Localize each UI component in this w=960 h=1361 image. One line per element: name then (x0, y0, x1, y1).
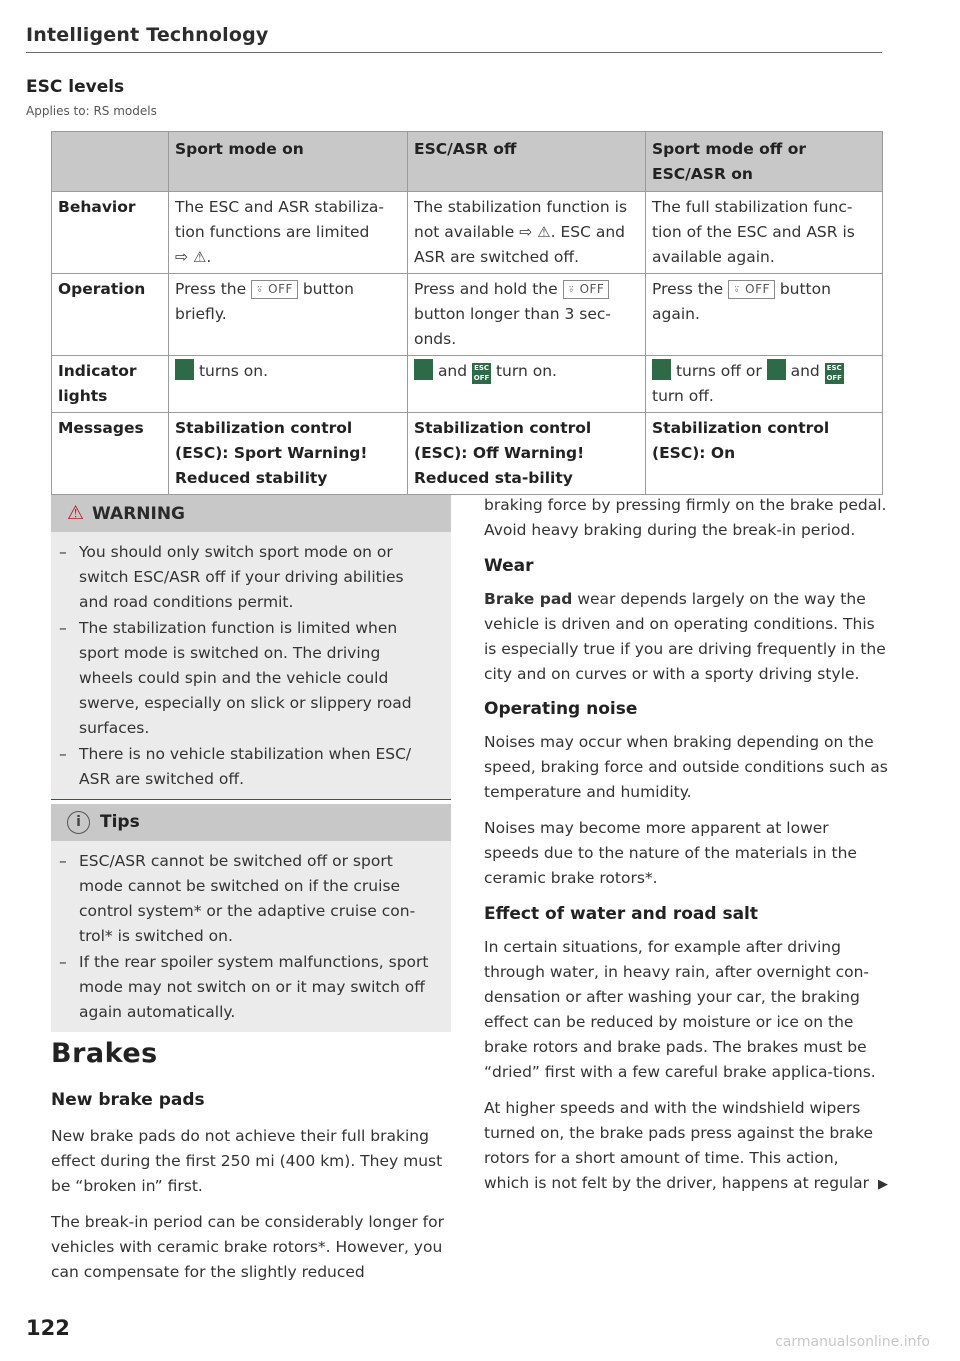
new-brake-pads-heading: New brake pads (51, 1090, 205, 1110)
esc-levels-heading: ESC levels (26, 77, 125, 97)
operation-sport-on: Press the ⍤ OFF button briefly. (169, 274, 408, 356)
warning-box (51, 495, 451, 800)
esc-warning-lamp-icon (652, 359, 671, 380)
table-header-empty (52, 132, 169, 192)
esc-off-button-icon: ⍤ OFF (563, 280, 610, 299)
table-row (52, 192, 883, 274)
tips-title: Tips (100, 812, 140, 832)
new-brake-pads-section (51, 1090, 451, 1285)
esc-warning-lamp-icon (175, 359, 194, 380)
message-sport-off: Stabilization control (ESC): On (646, 413, 883, 495)
esc-off-lamp-icon: ESC OFF (473, 364, 490, 382)
page-number: 122 (26, 1316, 70, 1340)
warning-triangle-icon: ⚠ (67, 502, 85, 524)
behavior-sport-on: The ESC and ASR stabiliza-tion functions are limited ⇨ ⚠. (169, 192, 408, 274)
water-salt-heading: Effect of water and road salt (484, 904, 758, 924)
indicators-sport-off: turns off or and ESC OFF turn off. (646, 356, 883, 413)
table-row (52, 356, 883, 413)
indicators-sport-on: turns on. (169, 356, 408, 413)
continue-arrow-icon: ▶ (877, 1177, 888, 1192)
column-header-esc-off: ESC/ASR off (408, 132, 646, 192)
list-item: – The stabilization function is limited when sport mode is switched on. The driving wheels could spin and the vehicle could swerve, especially on slick or slippery road surfaces. (59, 616, 437, 741)
row-label-indicators: Indicator lights (52, 356, 169, 413)
applies-to-note: Applies to: RS models (26, 104, 157, 118)
esc-off-button-icon: ⍤ OFF (728, 280, 775, 299)
column-header-sport-on: Sport mode on (169, 132, 408, 192)
wear-heading: Wear (484, 556, 534, 576)
watermark: carmanualsonline.info (775, 1334, 930, 1350)
behavior-esc-off: The stabilization function is not available ⇨ ⚠. ESC and ASR are switched off. (408, 192, 646, 274)
header-divider (26, 52, 882, 53)
row-label-operation: Operation (52, 274, 169, 356)
row-label-behavior: Behavior (52, 192, 169, 274)
tips-list (51, 841, 451, 1025)
esc-off-lamp-icon: ESC OFF (826, 364, 842, 382)
behavior-sport-off: The full stabilization func-tion of the ESC and ASR is available again. (646, 192, 883, 274)
operation-esc-off: Press and hold the ⍤ OFF button longer than 3 sec-onds. (408, 274, 646, 356)
message-esc-off: Stabilization control (ESC): Off Warning! Reduced sta-bility (408, 413, 646, 495)
esc-warning-lamp-icon (414, 359, 433, 380)
list-item: – There is no vehicle stabilization when ESC/ ASR are switched off. (59, 742, 437, 792)
right-column (484, 493, 888, 1197)
warning-header (51, 495, 451, 532)
esc-off-button-icon: ⍤ OFF (251, 280, 298, 299)
operating-noise-heading: Operating noise (484, 699, 638, 719)
table-header-row (52, 132, 883, 192)
row-label-messages: Messages (52, 413, 169, 495)
indicators-esc-off: and ESC OFF turn on. (408, 356, 646, 413)
tips-box (51, 804, 451, 1032)
warning-list (51, 532, 451, 792)
new-pads-paragraph-1: New brake pads do not achieve their full braking effect during the first 250 mi (400 km). They must be “broken in” first. (51, 1127, 443, 1195)
warning-title: WARNING (92, 504, 186, 524)
tips-header (51, 804, 451, 841)
continued-paragraph: braking force by pressing firmly on the brake pedal. Avoid heavy braking during the break-in period. (484, 496, 887, 539)
info-icon: i (67, 811, 90, 834)
brake-pad-term: Brake pad (484, 590, 573, 608)
table-row (52, 413, 883, 495)
water-paragraph-1: In certain situations, for example after driving through water, in heavy rain, after overnight con-densation or after washing your car, the braking effect can be reduced by moisture or ice on the brake rotors and brake pads. The brakes must be “dried” first with a few careful brake applica-tions. (484, 938, 876, 1081)
new-pads-paragraph-2: The break-in period can be considerably longer for vehicles with ceramic brake rotors*. However, you can compensate for the slightly reduced (51, 1213, 444, 1281)
warning-triangle-icon: ⚠ (537, 223, 551, 241)
column-header-sport-off: Sport mode off or ESC/ASR on (646, 132, 883, 192)
list-item: – If the rear spoiler system malfunctions, sport mode may not switch on or it may switch off again automatically. (59, 950, 437, 1025)
brakes-heading: Brakes (51, 1038, 158, 1069)
esc-warning-lamp-icon (767, 359, 786, 380)
esc-levels-table (51, 131, 883, 495)
section-header-title: Intelligent Technology (26, 24, 269, 46)
water-paragraph-2: At higher speeds and with the windshield wipers turned on, the brake pads press against the brake rotors for a short amount of time. This action, which is not felt by the driver, happens at regular ▶ (484, 1099, 888, 1192)
message-sport-on: Stabilization control (ESC): Sport Warning! Reduced stability (169, 413, 408, 495)
table-row (52, 274, 883, 356)
operation-sport-off: Press the ⍤ OFF button again. (646, 274, 883, 356)
list-item: – ESC/ASR cannot be switched off or sport mode cannot be switched on if the cruise control system* or the adaptive cruise con-trol* is switched on. (59, 849, 437, 949)
list-item: – You should only switch sport mode on or switch ESC/ASR off if your driving abilities and road conditions permit. (59, 540, 437, 615)
arrow-ref-icon: ⇨ (519, 223, 533, 241)
noise-paragraph-2: Noises may become more apparent at lower speeds due to the nature of the materials in the ceramic brake rotors*. (484, 819, 857, 887)
warning-triangle-icon: ⚠ (192, 248, 207, 266)
arrow-ref-icon: ⇨ (175, 248, 188, 266)
noise-paragraph-1: Noises may occur when braking depending on the speed, braking force and outside conditions such as temperature and humidity. (484, 733, 888, 801)
wear-paragraph: Brake pad wear depends largely on the way the vehicle is driven and on operating conditions. This is especially true if you are driving frequently in the city and on curves or with a sporty driving style. (484, 590, 886, 683)
